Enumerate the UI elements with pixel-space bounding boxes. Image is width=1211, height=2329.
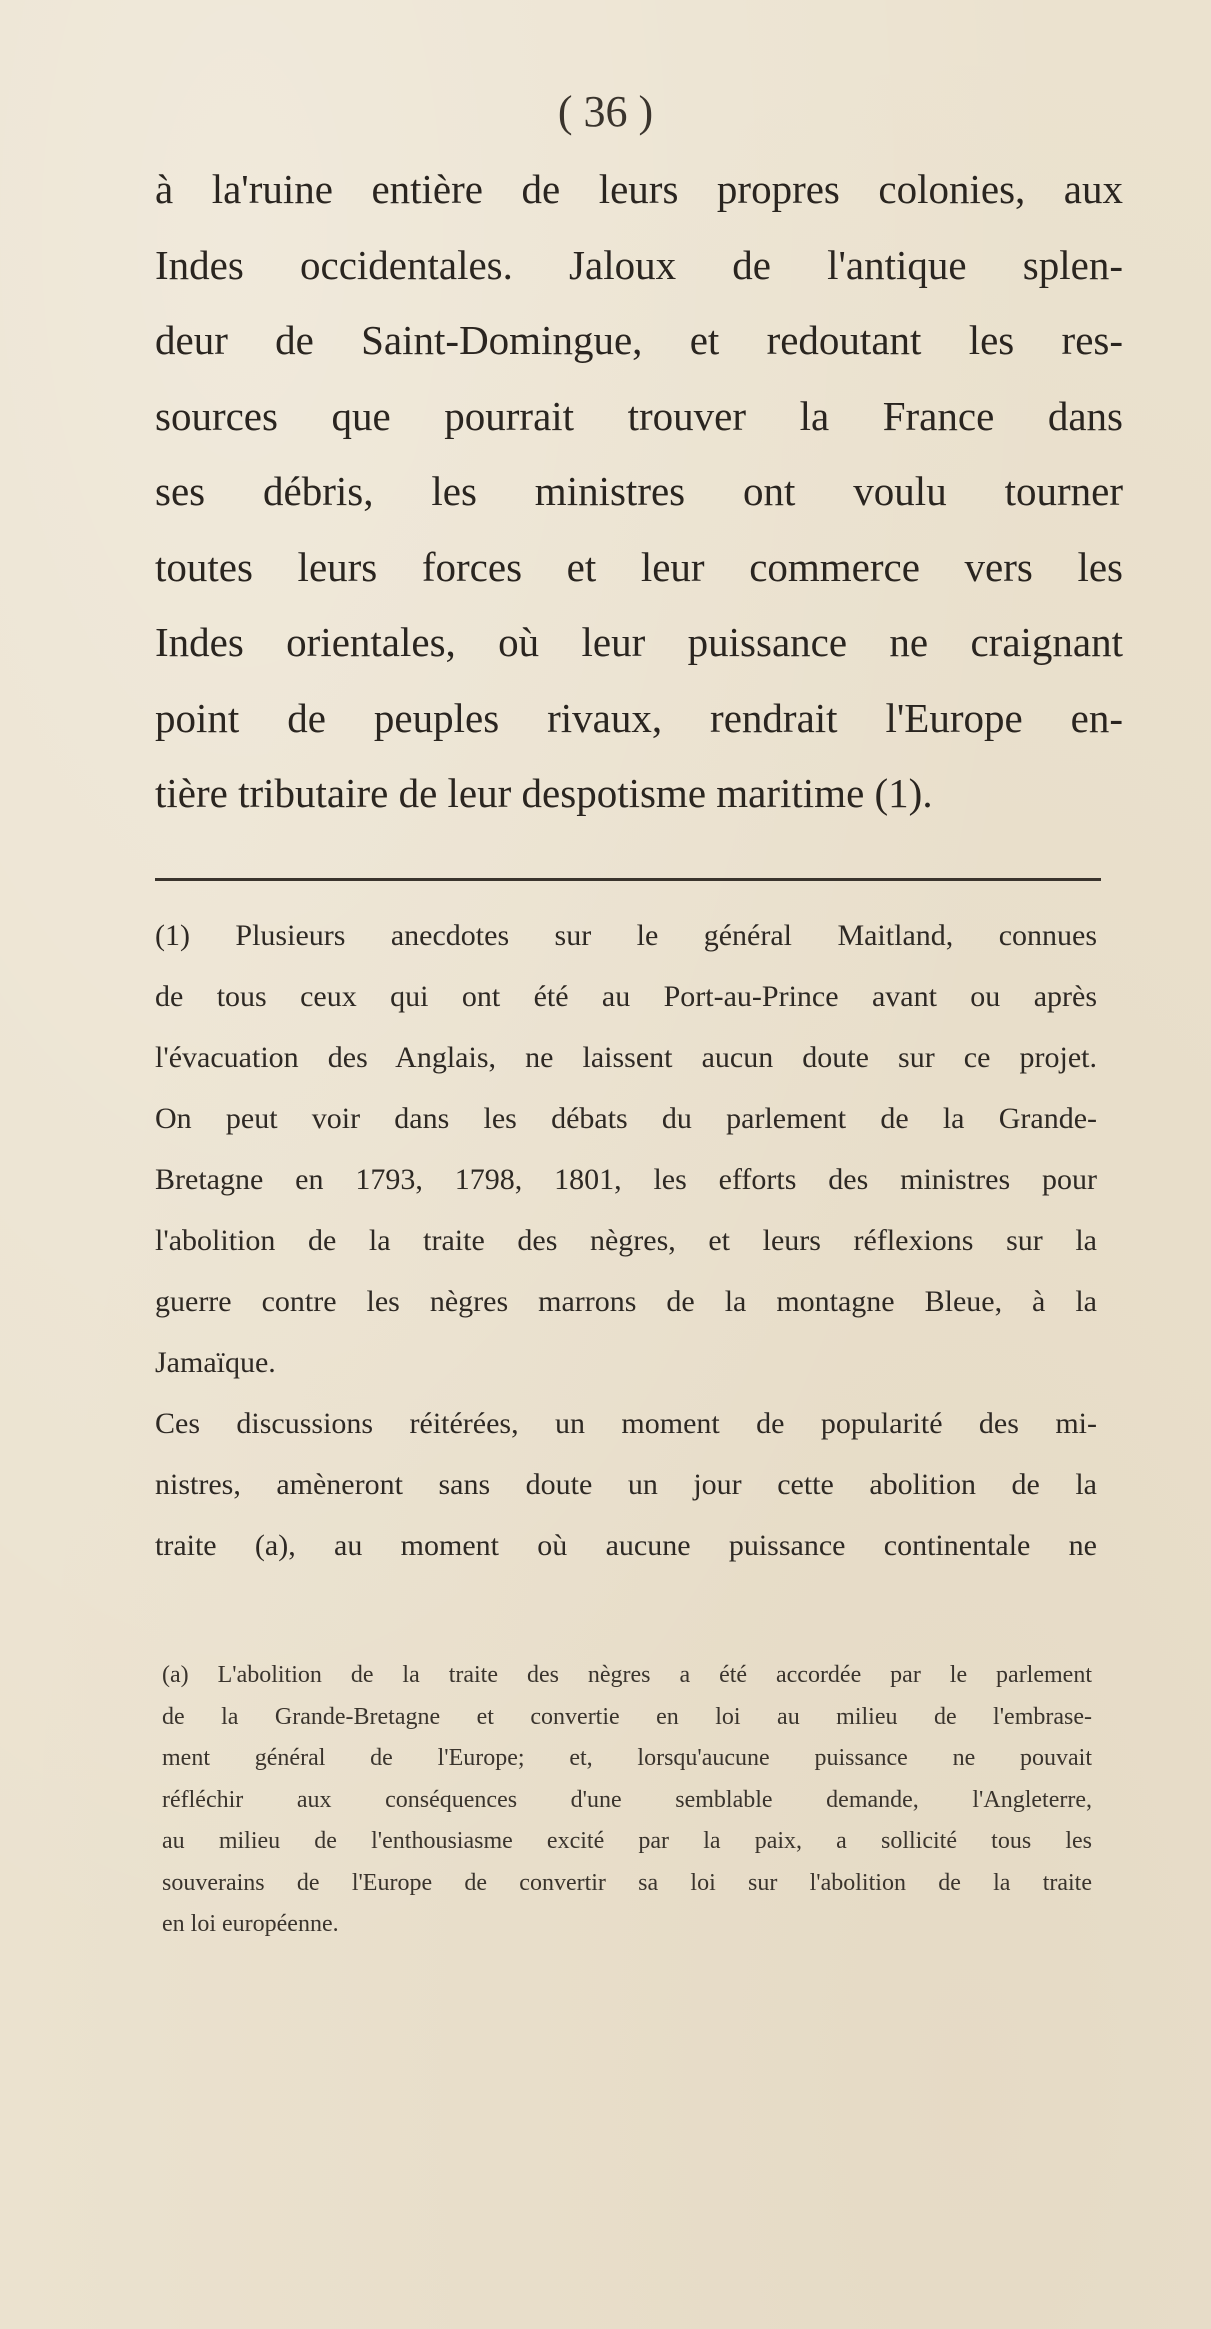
- footnote-line: nistres, amèneront sans doute un jour cette abolition de la: [155, 1468, 1097, 1501]
- main-text-body: [155, 152, 1123, 832]
- subnote-line: au milieu de l'enthousiasme excité par la paix, a sollicité tous les: [162, 1828, 1092, 1854]
- main-text-line: tière tributaire de leur despotisme maritime (1).: [155, 770, 933, 816]
- footnote-line: traite (a), au moment où aucune puissance continentale ne: [155, 1529, 1097, 1562]
- subnote-line: souverains de l'Europe de convertir sa loi sur l'abolition de la traite: [162, 1869, 1092, 1896]
- main-text-line: point de peuples rivaux, rendrait l'Europe en-: [155, 694, 1123, 741]
- main-text-line: ses débris, les ministres ont voulu tourner: [155, 468, 1123, 514]
- footnote-line: On peut voir dans les débats du parlement de la Grande-: [155, 1102, 1097, 1135]
- footnote-line: l'abolition de la traite des nègres, et leurs réflexions sur la: [155, 1224, 1097, 1257]
- page-number: ( 36 ): [557, 87, 654, 136]
- subnote-line: de la Grande-Bretagne et convertie en loi au milieu de l'embrase-: [162, 1703, 1092, 1730]
- subnote-line: (a) L'abolition de la traite des nègres a été accordée par le parlement: [162, 1662, 1092, 1688]
- main-text-line: Indes occidentales. Jaloux de l'antique splen-: [155, 241, 1123, 288]
- main-text-line: à la'ruine entière de leurs propres colonies, aux: [155, 166, 1123, 212]
- footnote-line: l'évacuation des Anglais, ne laissent aucun doute sur ce projet.: [155, 1041, 1097, 1074]
- footnote-line: guerre contre les nègres marrons de la montagne Bleue, à la: [155, 1285, 1097, 1318]
- footnote-separator-rule: [155, 878, 1101, 881]
- footnote-line: Bretagne en 1793, 1798, 1801, les efforts des ministres pour: [155, 1163, 1097, 1196]
- footnote-line: Ces discussions réitérées, un moment de popularité des mi-: [155, 1407, 1097, 1440]
- footnote-line: Jamaïque.: [155, 1346, 276, 1379]
- footnote-line: de tous ceux qui ont été au Port-au-Prince avant ou après: [155, 980, 1097, 1013]
- footnote-body: [155, 905, 1097, 1576]
- footnote-line: (1) Plusieurs anecdotes sur le général Maitland, connues: [155, 919, 1097, 952]
- main-text-line: Indes orientales, où leur puissance ne craignant: [155, 619, 1123, 665]
- subnote-body: [162, 1655, 1092, 1946]
- main-text-line: toutes leurs forces et leur commerce vers les: [155, 543, 1123, 590]
- main-text-line: deur de Saint-Domingue, et redoutant les res-: [155, 317, 1123, 363]
- subnote-line: en loi européenne.: [162, 1911, 339, 1937]
- main-text-line: sources que pourrait trouver la France dans: [155, 392, 1123, 439]
- subnote-line: réfléchir aux conséquences d'une semblable demande, l'Angleterre,: [162, 1786, 1092, 1813]
- subnote-line: ment général de l'Europe; et, lorsqu'aucune puissance ne pouvait: [162, 1745, 1092, 1771]
